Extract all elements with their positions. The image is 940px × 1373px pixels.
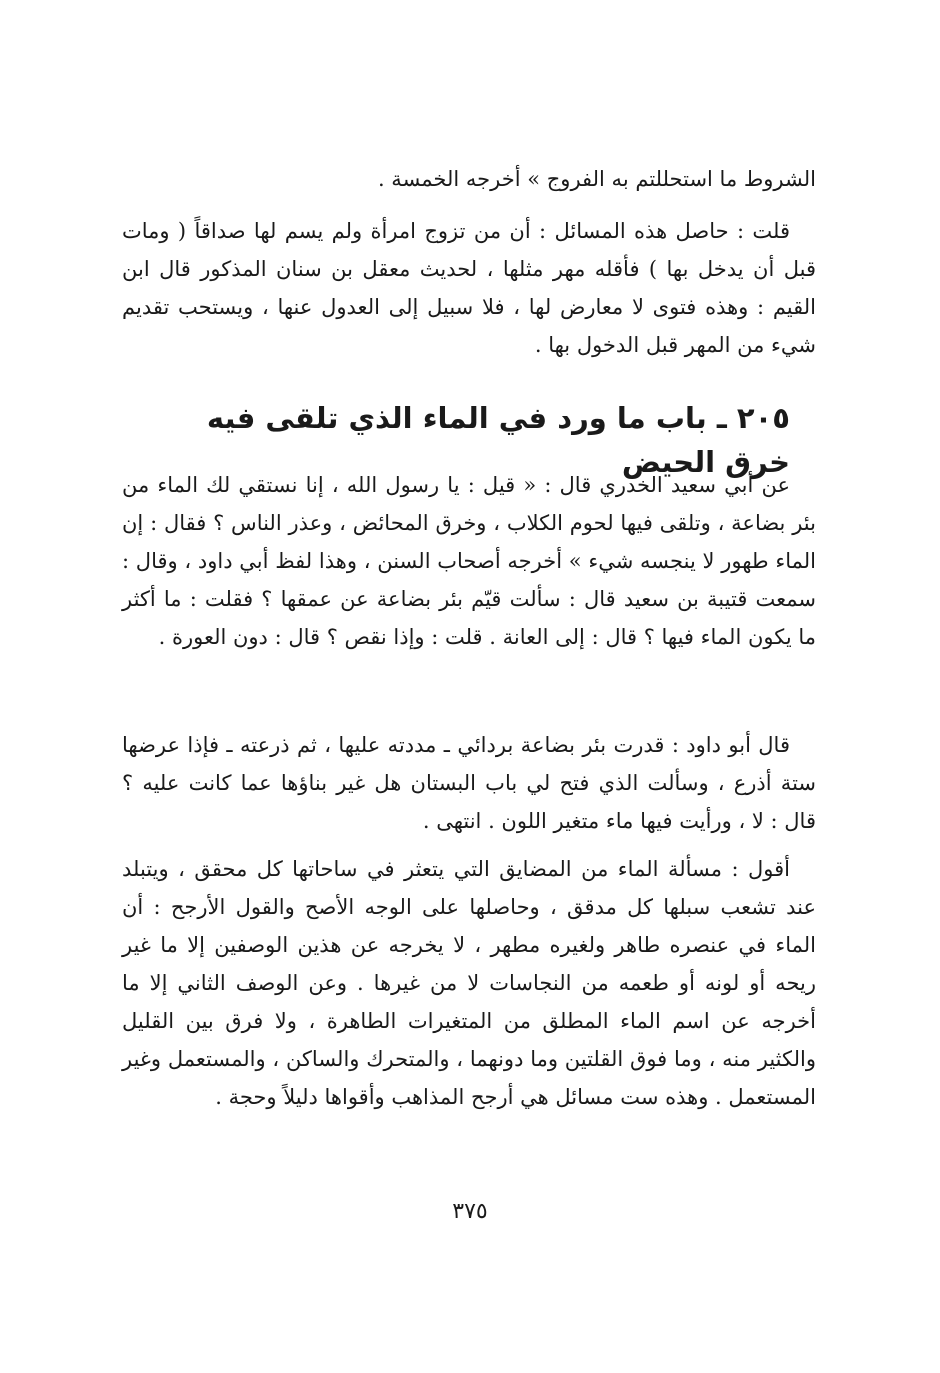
section-heading: ٢٠٥ ـ باب ما ورد في الماء الذي تلقى فيه خرق الحيض xyxy=(206,401,790,479)
page-number: ٣٧٥ xyxy=(452,1199,488,1224)
paragraph-abu-dawud: قال أبو داود : قدرت بئر بضاعة بردائي ـ مددته عليها ، ثم ذرعته ـ فإذا عرضها ستة أذرع ، وسألت الذي فتح لي باب البستان هل غير بناؤها عما كانت عليه ؟ قال : لا ، ورأيت فيها ماء متغير اللون . انتهى . xyxy=(122,733,816,833)
paragraph-dowry-summary: قلت : حاصل هذه المسائل : أن من تزوج امرأة ولم يسم لها صداقاً ( ومات قبل أن يدخل بها ) فأقله مهر مثلها ، لحديث معقل بن سنان المذكور قال ابن القيم : وهذه فتوى لا معارض لها ، فلا سبيل إلى العدول عنها ، ويستحب تقديم شيء من المهر قبل الدخول بها . xyxy=(122,219,816,357)
paragraph-water-ruling: أقول : مسألة الماء من المضايق التي يتعثر في ساحاتها كل محقق ، ويتبلد عند تشعب سبلها كل مدقق ، وحاصلها على الوجه الأصح والقول الأرجح : أن الماء في عنصره طاهر ولغيره مطهر ، لا يخرجه عن هذين الوصفين إلا ما غير ريحه أو لونه أو طعمه من النجاسات لا من غيرها . وعن الوصف الثاني إلا ما أخرجه عن اسم الماء المطلق من المتغيرات الطاهرة ، ولا فرق بين القليل والكثير منه ، وما فوق القلتين وما دونهما ، والمتحرك والساكن ، والمستعمل وغير المستعمل . وهذه ست مسائل هي أرجح المذاهب وأقواها دليلاً وحجة . xyxy=(122,857,816,1109)
intro-line: الشروط ما استحللتم به الفروج » أخرجه الخمسة . xyxy=(377,167,816,191)
paragraph-hadith-budaah: عن أبي سعيد الخدري قال : « قيل : يا رسول الله ، إنا نستقي لك الماء من بئر بضاعة ، وتلقى فيها لحوم الكلاب ، وخرق المحائض ، وعذر الناس ؟ فقال : إن الماء طهور لا ينجسه شيء » أخرجه أصحاب السنن ، وهذا لفظ أبي داود ، وقال : سمعت قتيبة بن سعيد قال : سألت قيّم بئر بضاعة عن عمقها ؟ فقلت : ما أكثر ما يكون الماء فيها ؟ قال : إلى العانة . قلت : وإذا نقص ؟ قال : دون العورة . xyxy=(122,473,816,649)
